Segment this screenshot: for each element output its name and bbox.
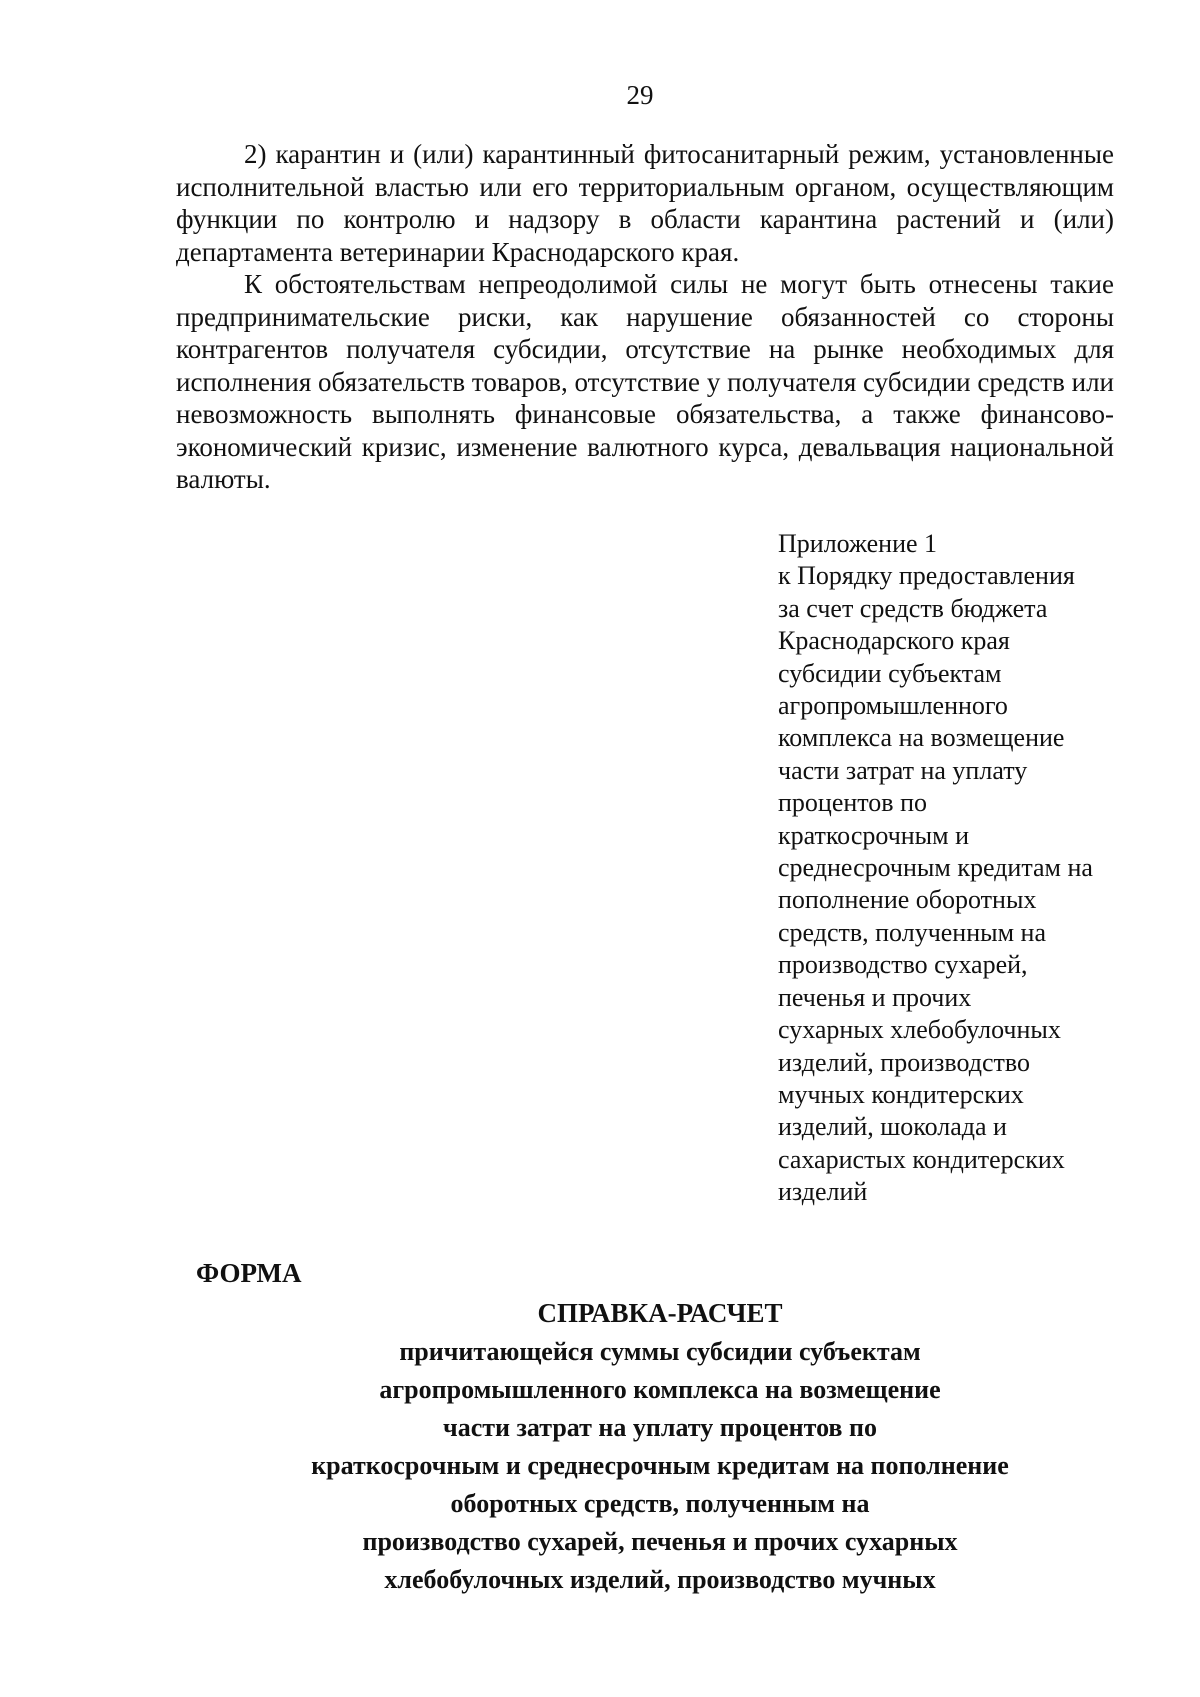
form-label: ФОРМА [196, 1258, 302, 1288]
appendix-line: комплекса на возмещение [778, 723, 1065, 753]
appendix-line: пополнение оборотных [778, 885, 1037, 915]
title-line: агропромышленного комплекса на возмещение [379, 1375, 941, 1404]
title-main: СПРАВКА-РАСЧЕТ [537, 1298, 783, 1328]
appendix-line: сухарных хлебобулочных [778, 1015, 1061, 1045]
title-line: оборотных средств, полученным на [450, 1489, 870, 1518]
paragraph-quarantine: 2) карантин и (или) карантинный фитосанитарный режим, установленные исполнительной властью или его территориальным органом, осуществляющим функции по контролю и надзору в области карантина растений и (или) департамента ветеринарии Краснодарского края. [176, 139, 1114, 267]
appendix-line: изделий [778, 1177, 868, 1207]
appendix-note [778, 528, 1138, 1209]
appendix-line: производство сухарей, [778, 950, 1028, 980]
appendix-line: среднесрочным кредитам на [778, 853, 1093, 883]
appendix-line: части затрат на уплату [778, 755, 1028, 785]
appendix-line: изделий, шоколада и [778, 1112, 1007, 1142]
title-line: краткосрочным и среднесрочным кредитам на пополнение [311, 1451, 1009, 1480]
appendix-line: агропромышленного [778, 691, 1008, 721]
appendix-line: субсидии субъектам [778, 658, 1002, 688]
body-text [176, 138, 1114, 496]
appendix-line: Приложение 1 [778, 529, 938, 558]
appendix-line: изделий, производство [778, 1047, 1030, 1077]
appendix-line: краткосрочным и [778, 820, 970, 850]
title-line: части затрат на уплату процентов по [443, 1413, 877, 1442]
document-title [200, 1295, 1120, 1599]
appendix-line: средств, полученным на [778, 917, 1047, 947]
title-line: хлебобулочных изделий, производство мучных [384, 1565, 936, 1594]
appendix-line: сахаристых кондитерских [778, 1144, 1065, 1174]
title-line: производство сухарей, печенья и прочих сухарных [362, 1527, 958, 1556]
appendix-line: за счет средств бюджета [778, 593, 1048, 623]
appendix-line: к Порядку предоставления [778, 561, 1075, 591]
appendix-line: печенья и прочих [778, 982, 972, 1012]
appendix-line: мучных кондитерских [778, 1079, 1024, 1109]
title-line: причитающейся суммы субсидии субъектам [399, 1337, 921, 1366]
appendix-line: Краснодарского края [778, 626, 1010, 656]
appendix-line: процентов по [778, 788, 927, 818]
paragraph-force-majeure: К обстоятельствам непреодолимой силы не могут быть отнесены такие предпринимательские риски, как нарушение обязанностей со стороны контрагентов получателя субсидии, отсутствие на рынке необходимых для исполнения обязательств товаров, отсутствие у получателя субсидии средств или невозможность выполнять финансовые обязательства, а также финансово-экономический кризис, изменение валютного курса, девальвация национальной валюты. [176, 269, 1114, 494]
page-number: 29 [626, 80, 654, 110]
